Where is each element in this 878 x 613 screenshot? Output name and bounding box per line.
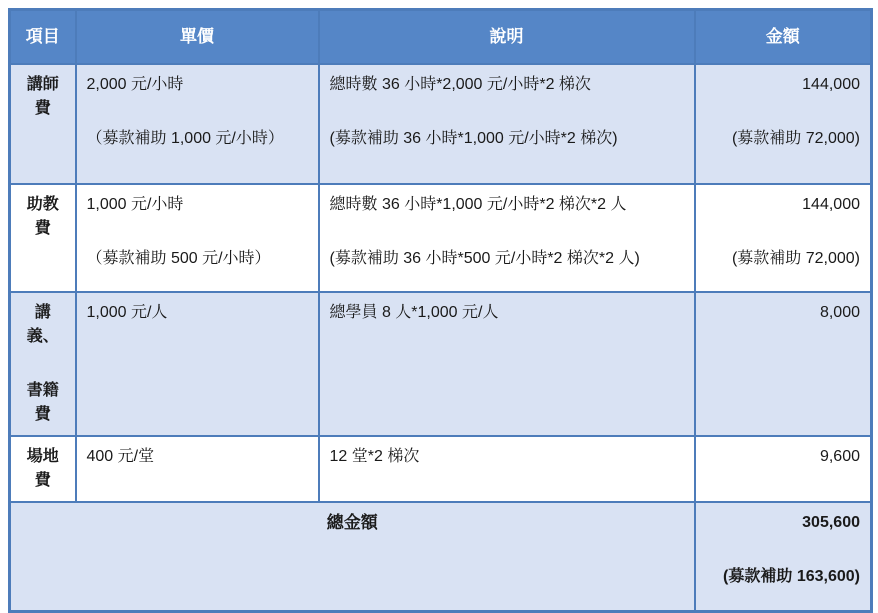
table-row-handouts-books-fee: [10, 292, 872, 436]
unit-price-line: 400 元/堂: [86, 447, 155, 465]
cell-description: [319, 64, 695, 184]
unit-price-subsidy-line: （募款補助 500 元/小時）: [86, 249, 271, 267]
cell-item: [10, 184, 76, 292]
description-line: 12 堂*2 梯次: [329, 447, 420, 465]
cell-item: [10, 436, 76, 502]
column-header-item: 項目: [10, 10, 76, 64]
item-label: 講義、: [26, 303, 59, 345]
cell-amount: [695, 184, 872, 292]
budget-table: [8, 8, 873, 613]
table-row-total: [10, 502, 872, 612]
table-row-assistant-fee: [10, 184, 872, 292]
item-label-line2: 書籍費: [26, 381, 59, 423]
amount-value: 144,000: [802, 75, 860, 93]
table-header-row: [10, 10, 872, 64]
cell-description: [319, 436, 695, 502]
description-subsidy-line: (募款補助 36 小時*1,000 元/小時*2 梯次): [329, 129, 618, 147]
total-label-cell: [10, 502, 695, 612]
cell-item: [10, 292, 76, 436]
description-line: 總時數 36 小時*2,000 元/小時*2 梯次: [329, 75, 591, 93]
unit-price-line: 1,000 元/人: [86, 303, 168, 321]
unit-price-line: 2,000 元/小時: [86, 75, 184, 93]
cell-unit-price: [76, 64, 319, 184]
unit-price-subsidy-line: （募款補助 1,000 元/小時）: [86, 129, 284, 147]
column-header-desc: 說明: [319, 10, 695, 64]
cell-description: [319, 184, 695, 292]
total-amount-value: 305,600: [802, 513, 860, 531]
cell-unit-price: [76, 184, 319, 292]
amount-value: 8,000: [819, 303, 860, 321]
column-header-amount: 金額: [695, 10, 872, 64]
item-label: 講師費: [26, 75, 59, 117]
cell-total-amount: [695, 502, 872, 612]
unit-price-line: 1,000 元/小時: [86, 195, 184, 213]
cell-unit-price: [76, 292, 319, 436]
table-row-venue-fee: [10, 436, 872, 502]
amount-value: 144,000: [802, 195, 860, 213]
table-row-lecturer-fee: [10, 64, 872, 184]
amount-value: 9,600: [819, 447, 860, 465]
item-label: 助教費: [26, 195, 59, 237]
cell-amount: [695, 436, 872, 502]
amount-subsidy-value: (募款補助 72,000): [731, 129, 860, 147]
amount-subsidy-value: (募款補助 72,000): [731, 249, 860, 267]
cell-unit-price: [76, 436, 319, 502]
total-amount-subsidy-value: (募款補助 163,600): [723, 567, 860, 585]
description-line: 總學員 8 人*1,000 元/人: [329, 303, 499, 321]
description-subsidy-line: (募款補助 36 小時*500 元/小時*2 梯次*2 人): [329, 249, 640, 267]
column-header-unit: 單價: [76, 10, 319, 64]
item-label: 場地費: [26, 447, 59, 489]
cell-amount: [695, 64, 872, 184]
cell-amount: [695, 292, 872, 436]
cell-description: [319, 292, 695, 436]
description-line: 總時數 36 小時*1,000 元/小時*2 梯次*2 人: [329, 195, 627, 213]
cell-item: [10, 64, 76, 184]
total-label: 總金額: [326, 512, 378, 532]
